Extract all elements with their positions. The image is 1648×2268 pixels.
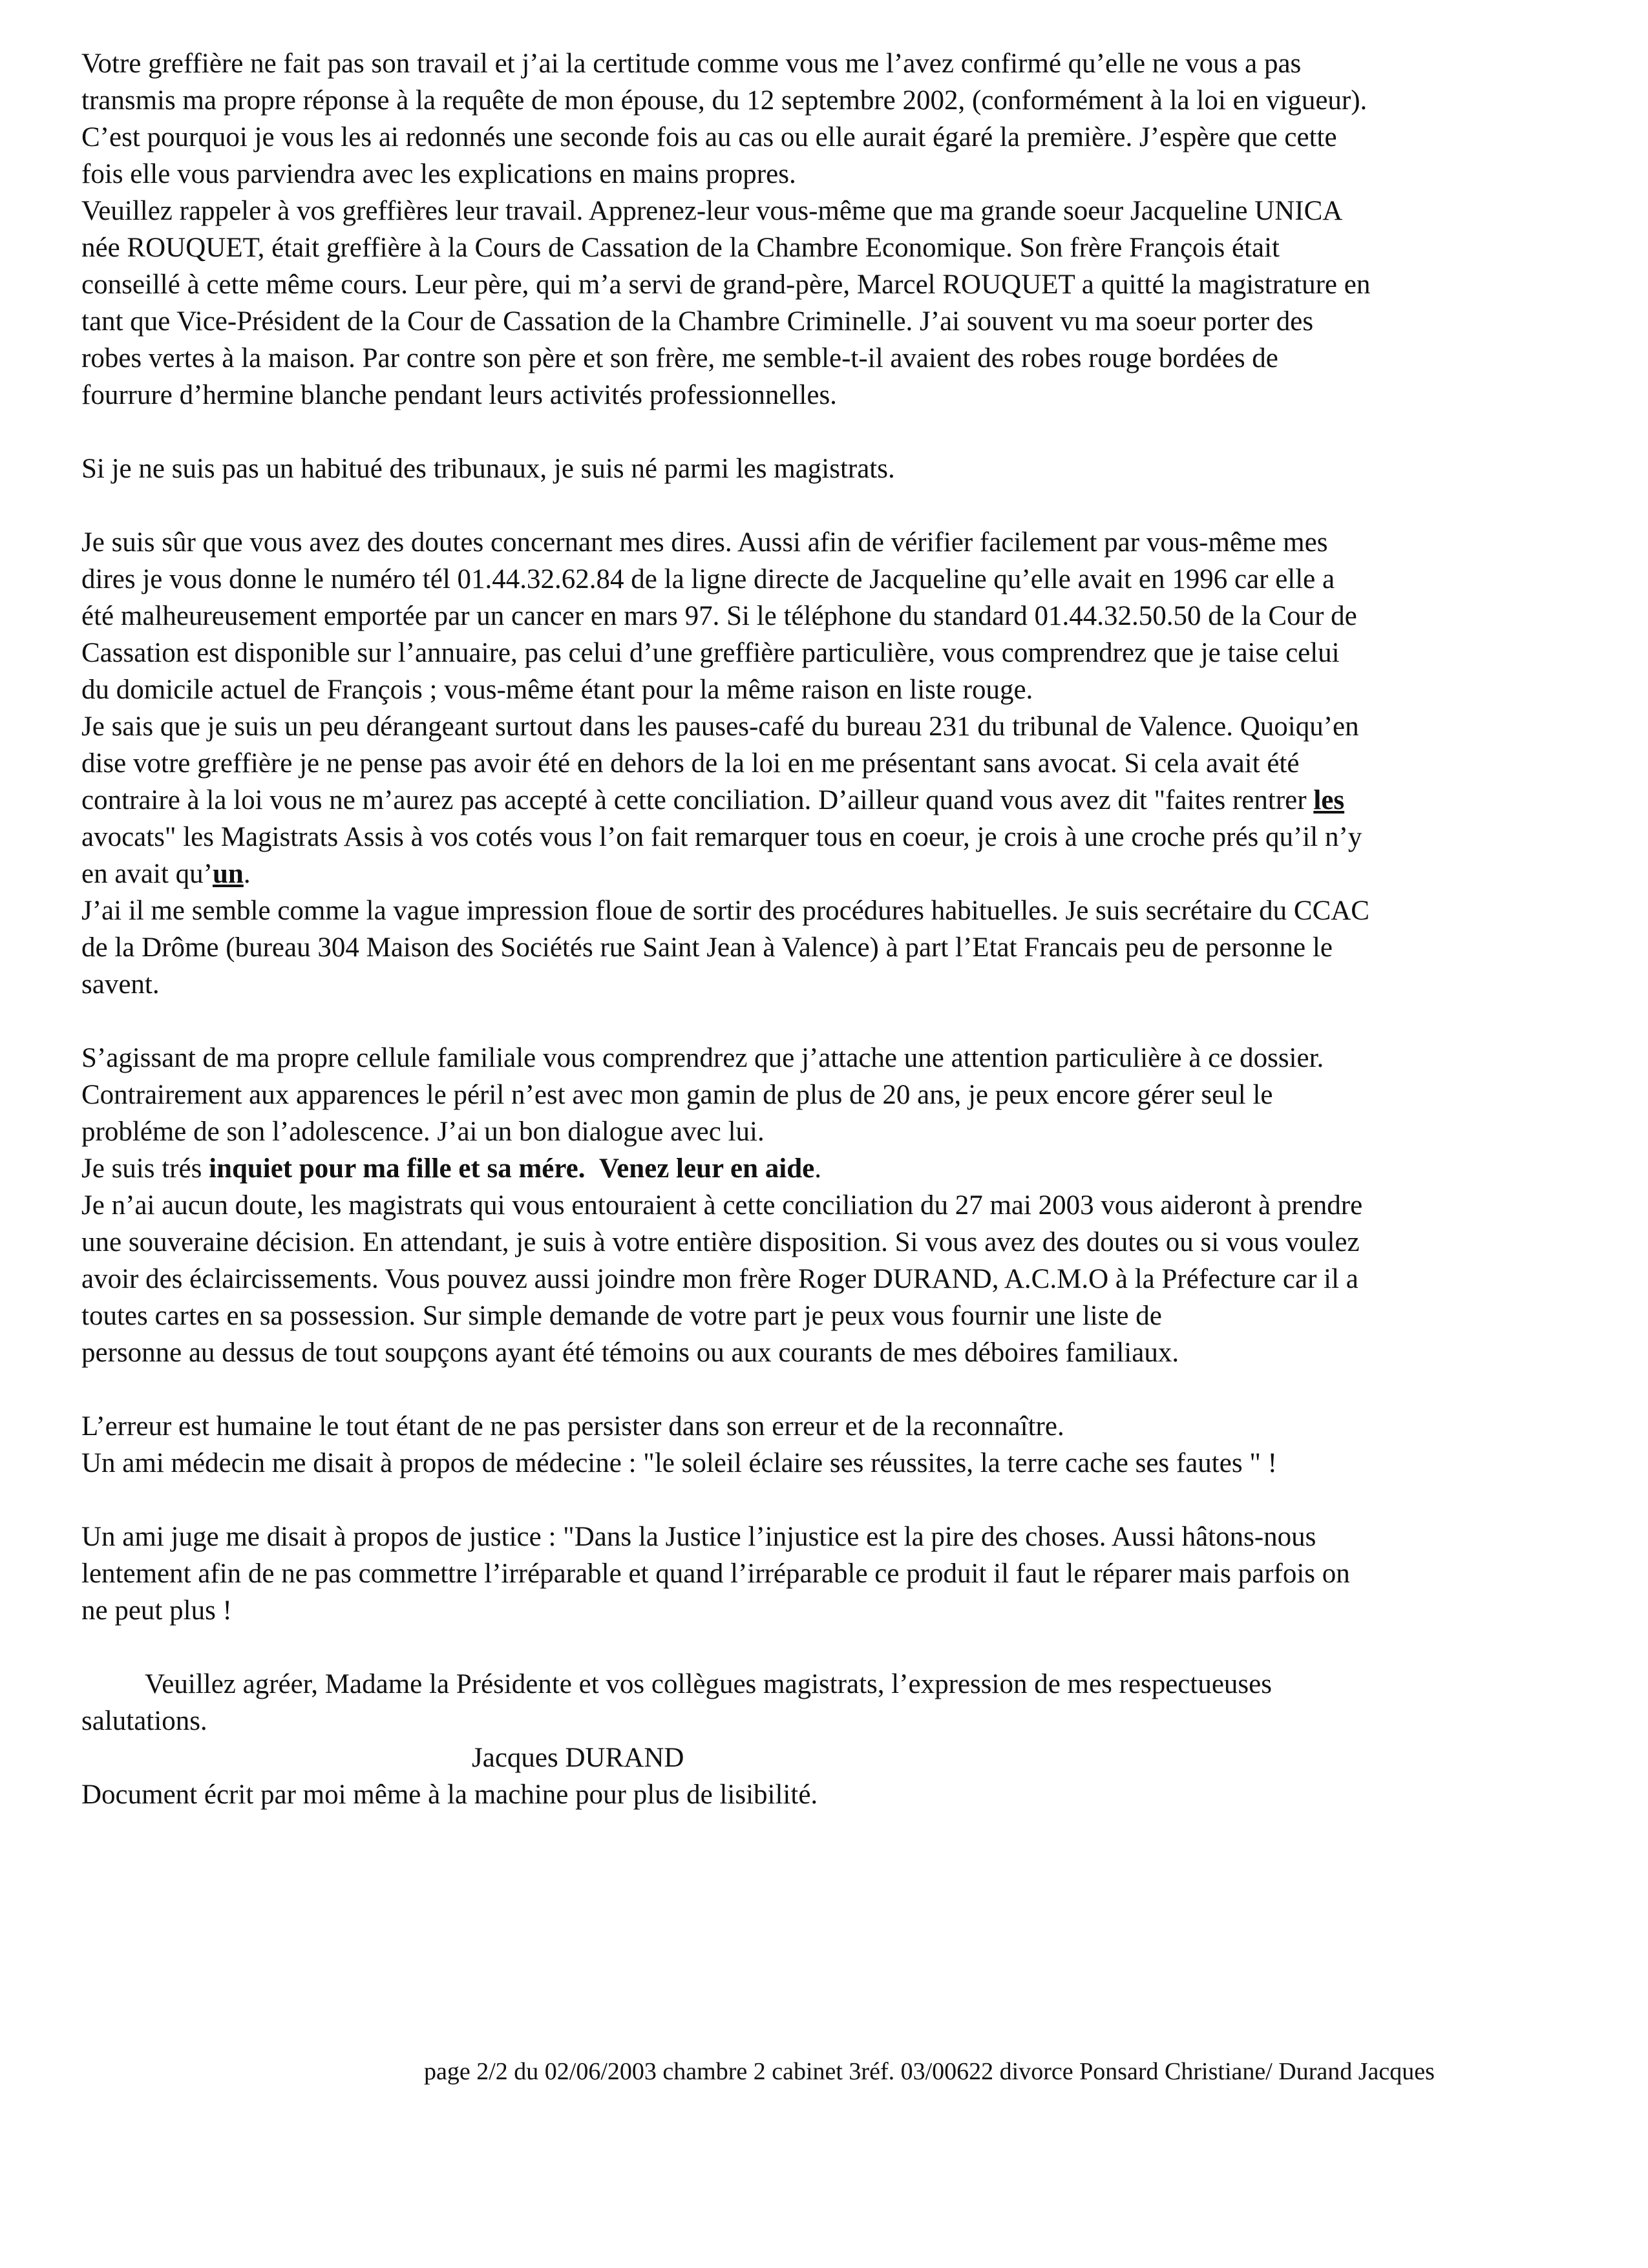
line: salutations. [81, 1706, 207, 1736]
line: Je suis sûr que vous avez des doutes concernant mes dires. Aussi afin de vérifier facilement par vous-même mes [81, 527, 1328, 558]
line: Un ami médecin me disait à propos de médecine : "le soleil éclaire ses réussites, la terre cache ses fautes " ! [81, 1448, 1277, 1478]
paragraph-inquiet [81, 1150, 1645, 1187]
paragraph-magistrats [81, 450, 1645, 487]
line: dise votre greffière je ne pense pas avoir été en dehors de la loi en me présentant sans avocat. Si cela avait été [81, 748, 1300, 779]
line: Je sais que je suis un peu dérangeant surtout dans les pauses-café du bureau 231 du tribunal de Valence. Quoiqu’en [81, 711, 1359, 742]
line: une souveraine décision. En attendant, je suis à votre entière disposition. Si vous avez des doutes ou si vous voulez [81, 1227, 1360, 1257]
paragraph-avocat [81, 708, 1645, 892]
line: en avait qu’ [81, 859, 213, 889]
emphasis-inquiet: inquiet pour ma fille et sa mére. [209, 1153, 586, 1184]
line: née ROUQUET, était greffière à la Cours de Cassation de la Chambre Economique. Son frère François était [81, 233, 1280, 263]
line: Votre greffière ne fait pas son travail et j’ai la certitude comme vous me l’avez confirmé qu’elle ne vous a pas [81, 48, 1302, 79]
emphasis-les: les [1313, 785, 1345, 815]
line: fois elle vous parviendra avec les explications en mains propres. [81, 159, 796, 189]
paragraph-greffiere [81, 45, 1645, 193]
line: S’agissant de ma propre cellule familiale vous comprendrez que j’attache une attention particulière à ce dossier. [81, 1043, 1324, 1073]
line: conseillé à cette même cours. Leur père, qui m’a servi de grand-père, Marcel ROUQUET a quitté la magistrature en [81, 269, 1371, 300]
line: fourrure d’hermine blanche pendant leurs activités professionnelles. [81, 380, 837, 410]
line: Cassation est disponible sur l’annuaire, pas celui d’une greffière particulière, vous comprendrez que je taise celui [81, 638, 1340, 668]
line: Contrairement aux apparences le péril n’est avec mon gamin de plus de 20 ans, je peux encore gérer seul le [81, 1080, 1273, 1110]
line: dires je vous donne le numéro tél 01.44.32.62.84 de la ligne directe de Jacqueline qu’elle avait en 1996 car elle a [81, 564, 1335, 594]
line: Veuillez rappeler à vos greffières leur travail. Apprenez-leur vous-même que ma grande soeur Jacqueline UNICA [81, 196, 1343, 226]
line: Veuillez agréer, Madame la Présidente et vos collègues magistrats, l’expression de mes respectueuses [145, 1669, 1272, 1699]
line: Un ami juge me disait à propos de justice : "Dans la Justice l’injustice est la pire des choses. Aussi hâtons-nous [81, 1522, 1316, 1552]
line: Si je ne suis pas un habitué des tribunaux, je suis né parmi les magistrats. [81, 454, 895, 484]
line: transmis ma propre réponse à la requête de mon épouse, du 12 septembre 2002, (conformément à la loi en vigueur). [81, 85, 1368, 116]
paragraph-phone [81, 524, 1645, 708]
line: ne peut plus ! [81, 1595, 232, 1626]
signature-name: Jacques DURAND [472, 1743, 684, 1773]
line: du domicile actuel de François ; vous-même étant pour la même raison en liste rouge. [81, 675, 1033, 705]
letter-body [81, 45, 1645, 1813]
line-end: . [243, 859, 251, 889]
closing-salutation [81, 1666, 1645, 1739]
line: J’ai il me semble comme la vague impression floue de sortir des procédures habituelles. Je suis secrétaire du CCAC [81, 896, 1369, 926]
paragraph-justice [81, 1518, 1645, 1629]
line: robes vertes à la maison. Par contre son père et son frère, me semble-t-il avaient des robes rouge bordées de [81, 343, 1278, 373]
line: tant que Vice-Président de la Cour de Cassation de la Chambre Criminelle. J’ai souvent vu ma soeur porter des [81, 306, 1314, 337]
line: toutes cartes en sa possession. Sur simple demande de votre part je peux vous fournir une liste de [81, 1301, 1162, 1331]
emphasis-un: un [212, 859, 244, 889]
line-end: . [814, 1153, 821, 1184]
typed-note: Document écrit par moi même à la machine pour plus de lisibilité. [81, 1780, 818, 1810]
line: avocats" les Magistrats Assis à vos cotés vous l’on fait remarquer tous en coeur, je crois à une croche prés qu’il n’y [81, 822, 1362, 852]
line: savent. [81, 969, 160, 1000]
line: L’erreur est humaine le tout étant de ne pas persister dans son erreur et de la reconnaître. [81, 1411, 1064, 1442]
spacer [586, 1153, 600, 1184]
paragraph-erreur [81, 1408, 1645, 1482]
paragraph-family [81, 193, 1645, 414]
line: Je n’ai aucun doute, les magistrats qui vous entouraient à cette conciliation du 27 mai 2003 vous aideront à prendre [81, 1190, 1363, 1221]
line: C’est pourquoi je vous les ai redonnés une seconde fois au cas ou elle aurait égaré la première. J’espère que cette [81, 122, 1337, 152]
line: avoir des éclaircissements. Vous pouvez aussi joindre mon frère Roger DURAND, A.C.M.O à la Préfecture car il a [81, 1264, 1358, 1294]
line: Je suis trés [81, 1153, 209, 1184]
line: été malheureusement emportée par un cancer en mars 97. Si le téléphone du standard 01.44.32.50.50 de la Cour de [81, 601, 1357, 631]
line: de la Drôme (bureau 304 Maison des Sociétés rue Saint Jean à Valence) à part l’Etat Francais peu de personne le [81, 932, 1333, 963]
emphasis-venez: Venez leur en aide [599, 1153, 815, 1184]
line: personne au dessus de tout soupçons ayant été témoins ou aux courants de mes déboires familiaux. [81, 1338, 1179, 1368]
paragraph-ccac [81, 892, 1645, 1003]
paragraph-conciliation [81, 1187, 1645, 1371]
paragraph-cellule [81, 1040, 1645, 1150]
page-footer: page 2/2 du 02/06/2003 chambre 2 cabinet 3réf. 03/00622 divorce Ponsard Christiane/ Durand Jacques [424, 2058, 1435, 2085]
line: contraire à la loi vous ne m’aurez pas accepté à cette conciliation. D’ailleur quand vous avez dit "faites rentrer [81, 785, 1314, 815]
line: probléme de son l’adolescence. J’ai un bon dialogue avec lui. [81, 1117, 765, 1147]
line: lentement afin de ne pas commettre l’irréparable et quand l’irréparable ce produit il faut le réparer mais parfois on [81, 1559, 1350, 1589]
